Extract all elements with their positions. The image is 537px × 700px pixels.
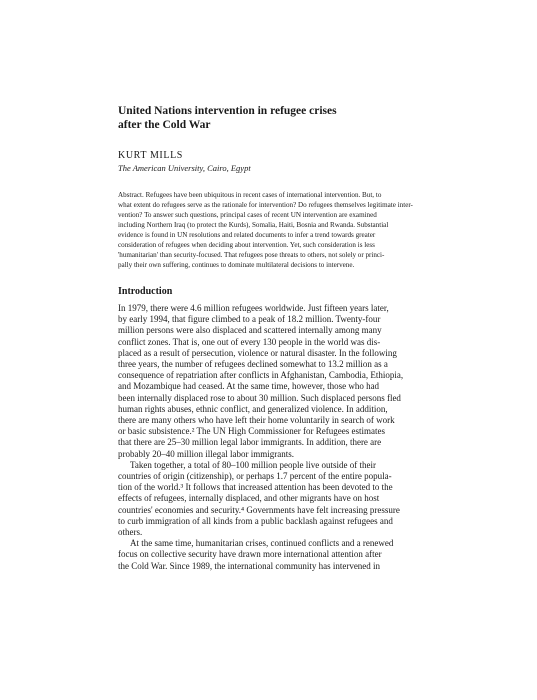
- body-line: others.: [118, 527, 143, 538]
- abstract-line: including Northern Iraq (to protect the Kurds), Somalia, Haiti, Bosnia and Rwanda. Substantial: [118, 221, 389, 229]
- body-line: At the same time, humanitarian crises, continued conflicts and a renewed: [130, 538, 394, 549]
- body-line: focus on collective security have drawn more international attention after: [118, 549, 382, 560]
- body-line: been internally displaced rose to about 30 million. Such displaced persons fled: [118, 392, 401, 403]
- abstract-line: vention? To answer such questions, principal cases of recent UN intervention are examined: [118, 211, 377, 219]
- body-line: human rights abuses, ethnic conflict, and generalized violence. In addition,: [118, 403, 388, 414]
- abstract-line: 'humanitarian' than security-focused. That refugees pose threats to others, not solely or princi-: [118, 251, 385, 259]
- body-line: there are many others who have left their home voluntarily in search of work: [118, 415, 395, 426]
- body-line: countries of origin (citizenship), or perhaps 1.7 percent of the entire popula-: [118, 471, 392, 482]
- body-line: effects of refugees, internally displaced, and other migrants have on host: [118, 493, 380, 504]
- body-line: and Mozambique had ceased. At the same time, however, those who had: [118, 381, 380, 392]
- body-line: that there are 25–30 million legal labor immigrants. In addition, there are: [118, 437, 382, 448]
- body-line: to curb immigration of all kinds from a public backlash against refugees and: [118, 515, 393, 526]
- body-line: or basic subsistence.² The UN High Commissioner for Refugees estimates: [118, 426, 385, 437]
- body-line: the Cold War. Since 1989, the international community has intervened in: [118, 560, 381, 571]
- author-affiliation: The American University, Cairo, Egypt: [118, 163, 251, 173]
- body-line: Taken together, a total of 80–100 million people live outside of their: [130, 459, 376, 470]
- body-line: probably 20–40 million illegal labor immigrants.: [118, 448, 294, 459]
- section-heading: Introduction: [118, 286, 173, 297]
- body-line: million persons were also displaced and scattered internally among many: [118, 325, 382, 336]
- article-title: [118, 104, 448, 132]
- author-name: KURT MILLS: [118, 150, 183, 161]
- abstract-line: evidence is found in UN resolutions and related documents to infer a trend towards greater: [118, 231, 376, 239]
- body-line: countries' economies and security.⁴ Governments have felt increasing pressure: [118, 504, 400, 515]
- abstract-line: what extent do refugees serve as the rationale for intervention? Do refugees themselves legitimate inter-: [118, 201, 413, 209]
- body-line: by early 1994, that figure climbed to a peak of 18.2 million. Twenty-four: [118, 314, 381, 325]
- body-line: tion of the world.³ It follows that increased attention has been devoted to the: [118, 482, 393, 493]
- abstract-line: Abstract. Refugees have been ubiquitous in recent cases of international intervention. But, to: [118, 191, 382, 199]
- abstract-line: pally their own suffering, continues to dominate multilateral decisions to intervene.: [118, 261, 355, 269]
- title-line: United Nations intervention in refugee crises: [118, 105, 337, 117]
- body-line: conflict zones. That is, one out of every 130 people in the world was dis-: [118, 336, 381, 347]
- body-line: three years, the number of refugees declined somewhat to 13.2 million as a: [118, 359, 388, 370]
- abstract-line: consideration of refugees when deciding about intervention. Yet, such consideration is less: [118, 241, 375, 249]
- abstract: [118, 190, 451, 270]
- title-line: after the Cold War: [118, 119, 211, 131]
- body-line: In 1979, there were 4.6 million refugees worldwide. Just fifteen years later,: [118, 303, 389, 313]
- body-text: [118, 303, 451, 572]
- body-line: placed as a result of persecution, violence or natural disaster. In the following: [118, 347, 397, 358]
- body-line: consequence of repatriation after conflicts in Afghanistan, Cambodia, Ethiopia,: [118, 370, 404, 381]
